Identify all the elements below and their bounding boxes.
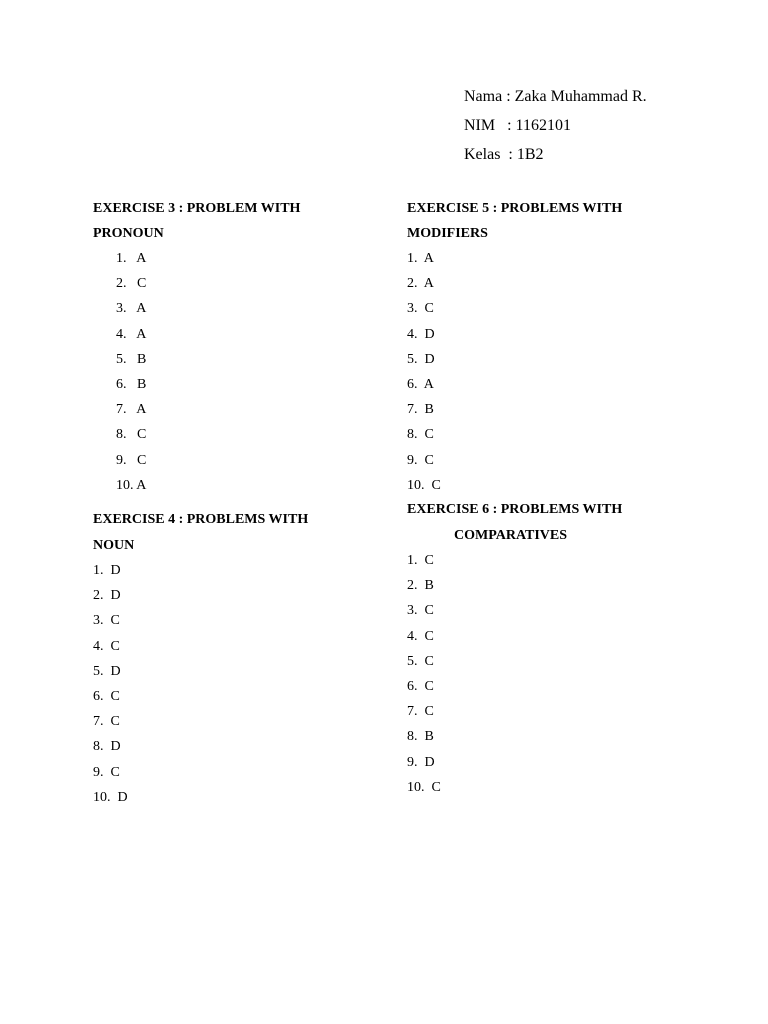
ex6-answer-3: 3. C [407,603,434,619]
exercise-3-title-line1: EXERCISE 3 : PROBLEM WITH [93,201,301,216]
ex6-answer-6: 6. C [407,679,434,694]
ex4-answer-9: 9. C [93,764,120,780]
ex3-answer-2: 2. C [116,276,147,292]
ex3-answer-10: 10. A [116,477,147,493]
ex3-answer-6: 6. B [116,377,147,392]
exercise-4-title-line2: NOUN [93,538,135,553]
ex4-answer-6: 6. C [93,689,120,704]
exercise-5-title-line1: EXERCISE 5 : PROBLEMS WITH [407,201,623,216]
ex4-answer-10: 10. D [93,789,128,805]
ex4-answer-1: 1. D [93,563,121,578]
exercise-6-title-line2: COMPARATIVES [454,528,568,543]
ex4-answer-5: 5. D [93,663,121,679]
ex5-answer-1: 1. A [407,251,434,266]
ex6-answer-2: 2. B [407,578,434,594]
ex5-answer-5: 5. D [407,351,435,367]
exercise-3-title-line2: PRONOUN [93,226,164,241]
ex6-answer-4: 4. C [407,628,434,644]
exercise-5-title-line2: MODIFIERS [407,226,488,241]
ex3-answer-1: 1. A [116,251,147,266]
student-name: Nama : Zaka Muhammad R. [464,88,647,105]
ex4-answer-8: 8. D [93,739,121,755]
ex5-answer-2: 2. A [407,276,434,292]
ex5-answer-10: 10. C [407,477,441,493]
exercise-4-title-line1: EXERCISE 4 : PROBLEMS WITH [93,512,309,527]
ex3-answer-3: 3. A [116,301,147,317]
ex3-answer-8: 8. C [116,427,147,443]
ex4-answer-7: 7. C [93,714,120,730]
student-nim: NIM : 1162101 [464,117,571,134]
ex3-answer-4: 4. A [116,326,147,342]
ex6-answer-9: 9. D [407,754,435,770]
ex4-answer-4: 4. C [93,638,120,654]
ex6-answer-8: 8. B [407,729,434,745]
ex6-answer-7: 7. C [407,704,434,720]
ex3-answer-7: 7. A [116,402,147,418]
ex4-answer-3: 3. C [93,613,120,629]
student-class: Kelas : 1B2 [464,146,544,163]
exercise-6-title-line1: EXERCISE 6 : PROBLEMS WITH [407,502,623,517]
ex5-answer-3: 3. C [407,301,434,317]
ex6-answer-1: 1. C [407,553,434,568]
ex3-answer-9: 9. C [116,452,147,468]
ex5-answer-6: 6. A [407,377,434,392]
ex6-answer-5: 5. C [407,653,434,669]
ex5-answer-9: 9. C [407,452,434,468]
ex6-answer-10: 10. C [407,779,441,795]
ex3-answer-5: 5. B [116,351,147,367]
ex5-answer-7: 7. B [407,402,434,418]
ex4-answer-2: 2. D [93,588,121,604]
ex5-answer-4: 4. D [407,326,435,342]
ex5-answer-8: 8. C [407,427,434,443]
